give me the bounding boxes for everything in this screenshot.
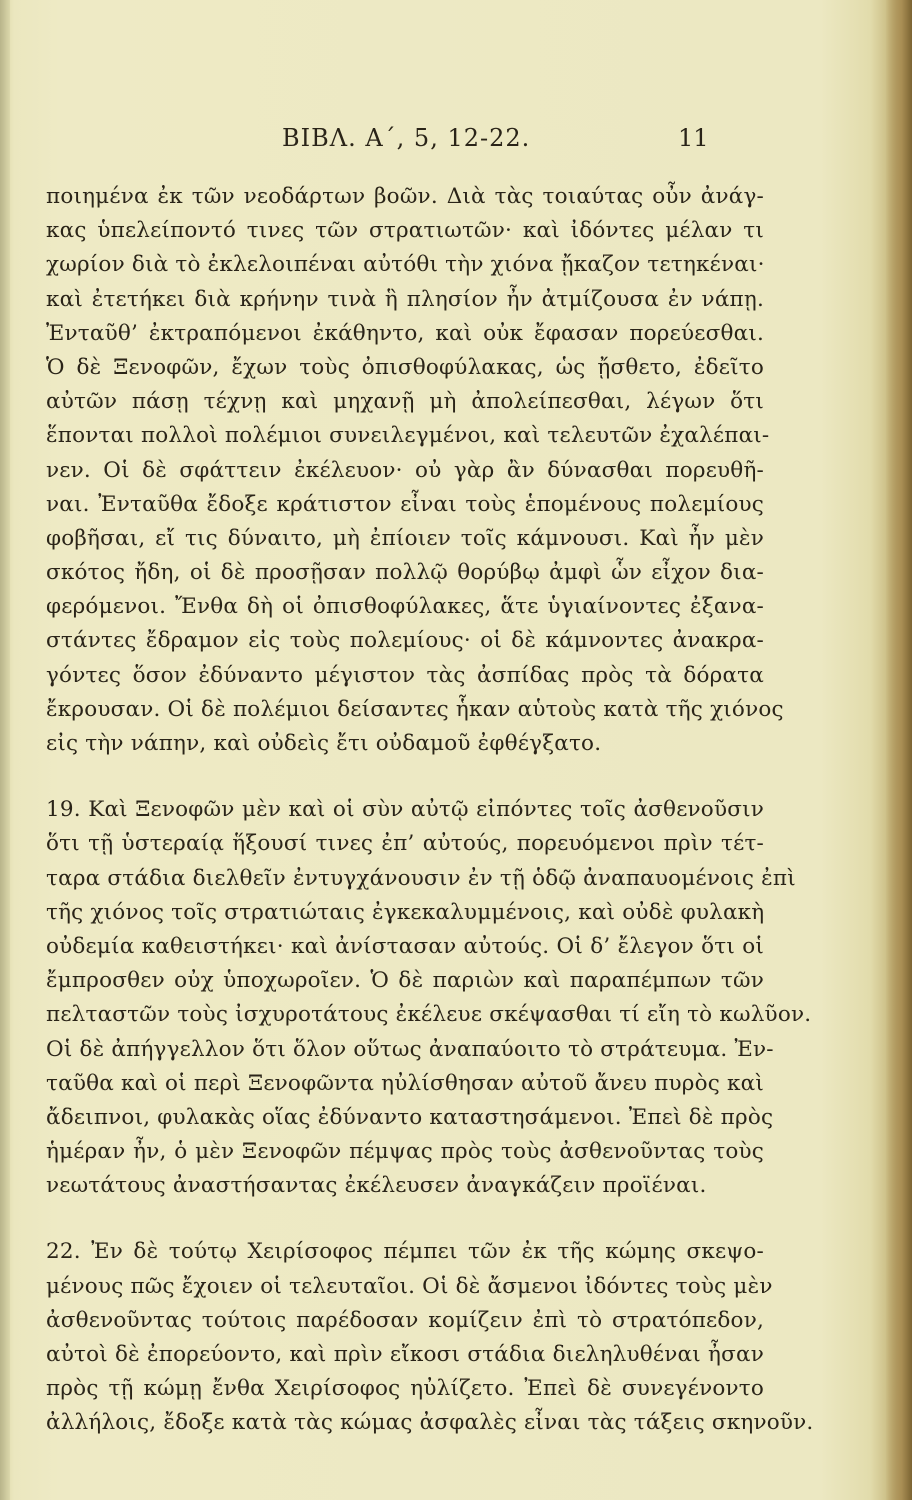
- text-line: Οἱ δὲ ἀπήγγελλον ὅτι ὅλον οὕτως ἀναπαύοιτο τὸ στράτευμα. Ἐν-: [46, 1036, 774, 1062]
- text-line: εἰς τὴν νάπην, καὶ οὐδεὶς ἔτι οὐδαμοῦ ἐφθέγξατο.: [46, 731, 602, 756]
- text-line: ἀσθενοῦντας τούτοις παρέδοσαν κομίζειν ἐπὶ τὸ στρατόπεδον,: [46, 1307, 764, 1333]
- paragraph-gap: [46, 1203, 764, 1235]
- text-line: κας ὑπελείποντό τινες τῶν στρατιωτῶν· καὶ ἰδόντες μέλαν τι: [46, 218, 764, 244]
- running-head: BIBΛ. A΄, 5, 12-22.: [282, 124, 531, 152]
- text-line: 22. Ἐν δὲ τούτῳ Χειρίσοφος πέμπει τῶν ἐκ τῆς κώμης σκεψο-: [46, 1239, 764, 1265]
- text-line: στάντες ἔδραμον εἰς τοὺς πολεμίους· οἱ δὲ κάμνοντες ἀνακρα-: [46, 628, 764, 654]
- text-line: ἀλλήλοις, ἔδοξε κατὰ τὰς κώμας ἀσφαλὲς εἶναι τὰς τάξεις σκηνοῦν.: [46, 1410, 814, 1436]
- text-line: ταρα στάδια διελθεῖν ἐντυγχάνουσιν ἐν τῇ ὁδῷ ἀναπαυομένοις ἐπὶ: [46, 865, 796, 891]
- text-line: Ὁ δὲ Ξενοφῶν, ἔχων τοὺς ὀπισθοφύλακας, ὡς ᾔσθετο, ἐδεῖτο: [46, 354, 764, 380]
- text-line: ταῦθα καὶ οἱ περὶ Ξενοφῶντα ηὐλίσθησαν αὐτοῦ ἄνευ πυρὸς καὶ: [46, 1070, 764, 1096]
- text-line: φοβῆσαι, εἴ τις δύναιτο, μὴ ἐπίοιεν τοῖς κάμνουσι. Καὶ ἦν μὲν: [46, 525, 764, 551]
- text-line: αὐτοὶ δὲ ἐπορεύοντο, καὶ πρὶν εἴκοσι στάδια διεληλυθέναι ἦσαν: [46, 1342, 764, 1367]
- paragraph-section-19: [46, 793, 812, 1203]
- text-line: ὅτι τῇ ὑστεραίᾳ ἥξουσί τινες ἐπ’ αὐτούς, πορευόμενοι πρὶν τέτ-: [46, 831, 764, 857]
- text-line: χωρίον διὰ τὸ ἐκλελοιπέναι αὐτόθι τὴν χιόνα ᾔκαζον τετηκέναι·: [46, 252, 765, 278]
- text-line: ποιημένα ἐκ τῶν νεοδάρτων βοῶν. Διὰ τὰς τοιαύτας οὖν ἀνάγ-: [46, 184, 764, 209]
- text-line: νεωτάτους ἀναστήσαντας ἐκέλευσεν ἀναγκάζειν προϊέναι.: [46, 1173, 707, 1199]
- text-line: ἡμέραν ἦν, ὁ μὲν Ξενοφῶν πέμψας πρὸς τοὺς ἀσθενοῦντας τοὺς: [46, 1139, 764, 1165]
- text-line: γόντες ὅσον ἐδύναντο μέγιστον τὰς ἀσπίδας πρὸς τὰ δόρατα: [46, 662, 764, 688]
- text-line: σκότος ἤδη, οἱ δὲ προσῇσαν πολλῷ θορύβῳ ἀμφὶ ὧν εἶχον δια-: [46, 560, 764, 586]
- text-line: πελταστῶν τοὺς ἰσχυροτάτους ἐκέλευε σκέψασθαι τί εἴη τὸ κωλῦον.: [46, 1002, 812, 1028]
- text-line: ἕπονται πολλοὶ πολέμιοι συνειλεγμένοι, καὶ τελευτῶν ἐχαλέπαι-: [46, 423, 770, 449]
- text-line: ἔμπροσθεν οὐχ ὑποχωροῖεν. Ὁ δὲ παριὼν καὶ παραπέμπων τῶν: [46, 968, 764, 994]
- text-line: καὶ ἐτετήκει διὰ κρήνην τινὰ ἣ πλησίον ἦν ἀτμίζουσα ἐν νάπῃ.: [46, 286, 764, 312]
- text-line: ἔκρουσαν. Οἱ δὲ πολέμιοι δείσαντες ἧκαν αὑτοὺς κατὰ τῆς χιόνος: [46, 696, 784, 722]
- text-line: ναι. Ἐνταῦθα ἔδοξε κράτιστον εἶναι τοὺς ἑπομένους πολεμίους: [46, 491, 764, 517]
- text-line: ἄδειπνοι, φυλακὰς οἵας ἐδύναντο καταστησάμενοι. Ἐπεὶ δὲ πρὸς: [46, 1104, 774, 1130]
- text-line: φερόμενοι. Ἔνθα δὴ οἱ ὀπισθοφύλακες, ἅτε ὑγιαίνοντες ἐξανα-: [46, 594, 764, 620]
- text-line: τῆς χιόνος τοῖς στρατιώταις ἐγκεκαλυμμένοις, καὶ οὐδὲ φυλακὴ: [46, 899, 765, 925]
- paragraph-gap: [46, 761, 764, 793]
- text-block: [46, 180, 814, 1441]
- page-gutter-left: [0, 0, 10, 1500]
- text-line: 19. Καὶ Ξενοφῶν μὲν καὶ οἱ σὺν αὐτῷ εἰπόντες τοῖς ἀσθενοῦσιν: [46, 797, 764, 823]
- page-number: 11: [678, 124, 709, 152]
- paragraph-continuation: [46, 180, 784, 761]
- paragraph-section-22: [46, 1235, 814, 1440]
- page-edge-right: [886, 0, 912, 1500]
- page-header: [60, 124, 830, 160]
- text-line: Ἐνταῦθ’ ἐκτραπόμενοι ἐκάθηντο, καὶ οὐκ ἔφασαν πορεύεσθαι.: [46, 320, 764, 346]
- text-line: νεν. Οἱ δὲ σφάττειν ἐκέλευον· οὐ γὰρ ἂν δύνασθαι πορευθῆ-: [46, 457, 764, 483]
- text-line: πρὸς τῇ κώμῃ ἔνθα Χειρίσοφος ηὐλίζετο. Ἐπεὶ δὲ συνεγένοντο: [46, 1376, 764, 1402]
- text-line: οὐδεμία καθειστήκει· καὶ ἀνίστασαν αὐτούς. Οἱ δ’ ἔλεγον ὅτι οἱ: [46, 933, 764, 959]
- text-line: μένους πῶς ἔχοιεν οἱ τελευταῖοι. Οἱ δὲ ἄσμενοι ἰδόντες τοὺς μὲν: [46, 1273, 773, 1299]
- text-line: αὐτῶν πάσῃ τέχνῃ καὶ μηχανῇ μὴ ἀπολείπεσθαι, λέγων ὅτι: [46, 389, 764, 415]
